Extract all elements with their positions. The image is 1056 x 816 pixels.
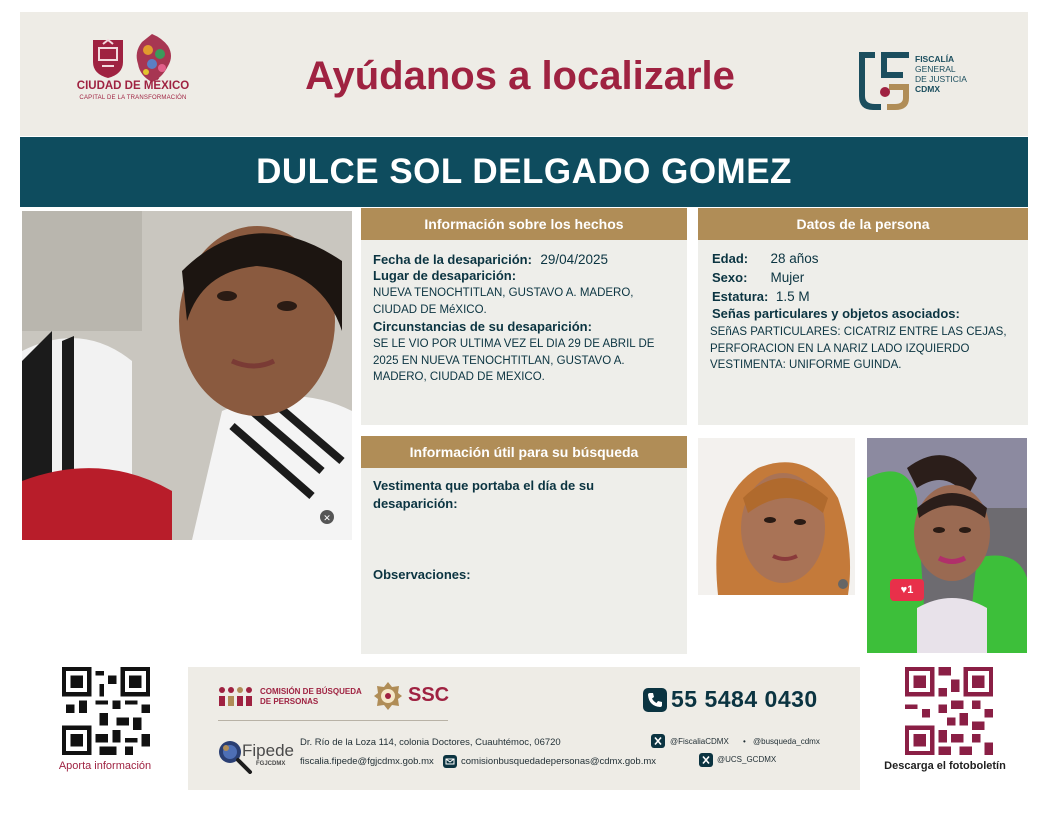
svg-text:✕: ✕ (323, 514, 331, 524)
estatura-value: 1.5 M (775, 289, 810, 304)
comision-logo-icon (218, 686, 254, 708)
edad-label: Edad: (712, 251, 749, 266)
social-ucs[interactable]: @UCS_GCDMX (717, 755, 777, 764)
address-text: Dr. Río de la Loza 114, colonia Doctores, Cuauhtémoc, 06720 (300, 737, 561, 748)
email-comision[interactable]: comisionbusquedadepersonas@cdmx.gob.mx (461, 756, 657, 767)
qr-right-caption: Descarga el fotoboletín (884, 760, 1006, 772)
secondary-photo-2 (867, 438, 1027, 653)
like-count: 1 (907, 584, 914, 596)
social-busqueda[interactable]: @busqueda_cdmx (753, 737, 820, 746)
footer-divider (218, 720, 448, 721)
heart-icon: ♥ (900, 584, 908, 596)
person-name: DULCE SOL DELGADO GOMEZ (256, 152, 792, 191)
hechos-panel-title: Información sobre los hechos (361, 208, 687, 240)
main-photo (22, 211, 352, 540)
cdmx-name: CIUDAD DE MÉXICO (76, 80, 190, 92)
vestimenta-label: Vestimenta que portaba el día de su desaparición: (373, 478, 595, 511)
fgj-line-3: DE JUSTICIA (915, 74, 967, 84)
util-panel-title: Información útil para su búsqueda (361, 436, 687, 468)
cdmx-shield-icon (90, 36, 126, 80)
cdmx-map-icon (132, 32, 176, 84)
senas-label: Señas particulares y objetos asociados: (712, 306, 960, 321)
estatura-label: Estatura: (712, 289, 769, 304)
fgj-line-2: GENERAL (915, 64, 956, 74)
like-badge (890, 579, 924, 601)
cdmx-subtitle: CAPITAL DE LA TRANSFORMACIÓN (79, 95, 187, 101)
social-separator: • (743, 737, 746, 746)
fgj-logo-icon (855, 46, 913, 110)
social-fiscalia[interactable]: @FiscaliaCDMX (670, 737, 729, 746)
sexo-value: Mujer (770, 270, 805, 285)
phone-icon (643, 688, 667, 712)
email-fipede[interactable]: fiscalia.fipede@fgjcdmx.gob.mx (300, 756, 434, 767)
fecha-value: 29/04/2025 (540, 252, 608, 267)
observaciones-label: Observaciones: (373, 567, 471, 582)
fipede-name: Fipede (242, 741, 294, 760)
phone-number[interactable]: 55 5484 0430 (671, 686, 818, 712)
util-panel (361, 436, 687, 654)
circunstancias-value: SE LE VIO POR ULTIMA VEZ EL DIA 29 DE ABRIL DE 2025 EN NUEVA TENOCHTITLAN, GUSTAVO A. MADERO, CIUDAD DE MEXICO. (373, 338, 655, 383)
lugar-label: Lugar de desaparición: (373, 268, 517, 283)
lugar-value: NUEVA TENOCHTITLAN, GUSTAVO A. MADERO, CIUDAD DE MéXICO. (373, 287, 634, 316)
fgj-line-1: FISCALÍA (915, 54, 955, 64)
persona-panel-title: Datos de la persona (698, 208, 1028, 240)
comision-name: COMISIÓN DE BÚSQUEDA DE PERSONAS (260, 687, 362, 706)
email-icon (443, 755, 457, 768)
circunstancias-label: Circunstancias de su desaparición: (373, 319, 592, 334)
ssc-badge-icon (373, 681, 403, 711)
fecha-label: Fecha de la desaparición: (373, 252, 532, 267)
fgj-line-4: CDMX (915, 84, 941, 94)
ssc-name: SSC (408, 684, 450, 706)
fipede-sub: FGJCDMX (256, 761, 286, 767)
hechos-panel (361, 208, 687, 425)
qr-code-fotoboletin[interactable] (905, 667, 993, 755)
x-social-icon (651, 734, 665, 748)
senas-value: SEñAS PARTICULARES: CICATRIZ ENTRE LAS CEJAS, PERFORACION EN LA NARIZ LADO IZQUIERDO VESTIMENTA: UNIFORME GUINDA. (710, 326, 1007, 371)
x-social-icon-2 (699, 753, 713, 767)
secondary-photo-1 (698, 438, 855, 595)
page-title: Ayúdanos a localizarle (305, 54, 735, 98)
persona-panel (698, 208, 1028, 425)
fgj-name (915, 54, 1015, 94)
qr-code-aporta[interactable] (62, 667, 150, 755)
edad-value: 28 años (770, 251, 819, 266)
sexo-label: Sexo: (712, 270, 748, 285)
qr-left-caption: Aporta información (58, 760, 152, 772)
